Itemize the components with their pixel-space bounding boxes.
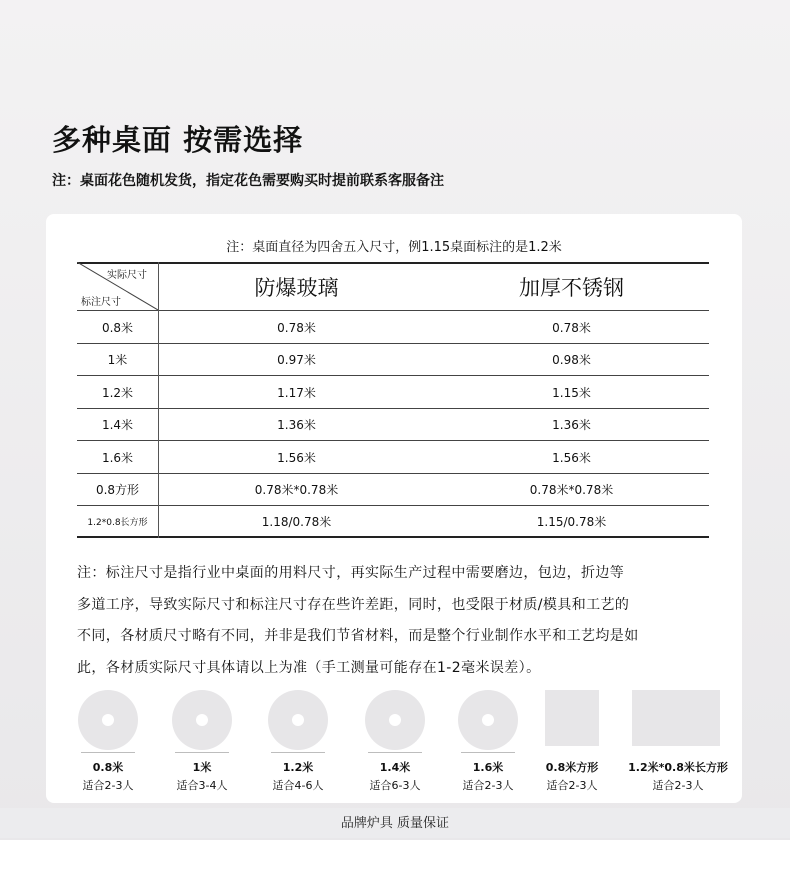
round-tabletop-icon xyxy=(365,690,425,750)
shape-size-label: 1.2米*0.8米长方形 xyxy=(628,761,728,774)
table-border-bottom xyxy=(77,536,709,538)
shape-capacity-label: 适合2-3人 xyxy=(82,779,134,792)
steel-size-cell: 1.36米 xyxy=(552,418,591,432)
glass-size-cell: 1.18/0.78米 xyxy=(261,515,332,529)
shape-capacity-label: 适合4-6人 xyxy=(272,779,324,792)
shape-capacity-label: 适合2-3人 xyxy=(546,779,598,792)
explanation-line: 此，各材质实际尺寸具体请以上为准（手工测量可能存在1-2毫米误差）。 xyxy=(77,659,541,676)
shape-size-label: 1.4米 xyxy=(379,761,411,774)
table-divider xyxy=(77,375,709,376)
tabletop-shapes xyxy=(0,688,790,798)
page-title: 多种桌面 按需选择 xyxy=(52,123,304,157)
shape-capacity-label: 适合2-3人 xyxy=(462,779,514,792)
steel-size-cell: 0.78米*0.78米 xyxy=(529,483,614,497)
column-header-glass: 防爆玻璃 xyxy=(254,276,339,300)
table-divider xyxy=(77,310,709,311)
row-label: 1.2米 xyxy=(101,386,134,400)
shape-capacity-label: 适合6-3人 xyxy=(369,779,421,792)
glass-size-cell: 1.56米 xyxy=(277,451,316,465)
steel-size-cell: 0.98米 xyxy=(552,353,591,367)
round-tabletop-icon xyxy=(458,690,518,750)
explanation-line: 不同，各材质尺寸略有不同，并非是我们节省材料，而是整个行业制作水平和工艺均是如 xyxy=(77,628,639,644)
glass-size-cell: 0.97米 xyxy=(277,353,316,367)
dimension-line xyxy=(175,752,229,753)
round-tabletop-icon xyxy=(268,690,328,750)
corner-label-actual: 实际尺寸 xyxy=(107,270,147,281)
shape-capacity-label: 适合2-3人 xyxy=(652,779,704,792)
glass-size-cell: 1.36米 xyxy=(277,418,316,432)
rectangle-tabletop-icon xyxy=(632,690,720,746)
table-divider xyxy=(77,343,709,344)
glass-size-cell: 0.78米 xyxy=(277,321,316,335)
row-label: 1.4米 xyxy=(101,418,134,432)
glass-size-cell: 1.17米 xyxy=(277,386,316,400)
shape-size-label: 0.8米方形 xyxy=(545,761,599,774)
shape-size-label: 1.2米 xyxy=(282,761,314,774)
size-explanation xyxy=(77,558,697,684)
dimension-line xyxy=(368,752,422,753)
dimension-line xyxy=(461,752,515,753)
row-label: 1米 xyxy=(107,353,128,367)
row-label: 0.8方形 xyxy=(95,483,140,497)
explanation-line: 注：标注尺寸是指行业中桌面的用料尺寸，再实际生产过程中需要磨边，包边，折边等 xyxy=(77,565,625,581)
corner-label-marked: 标注尺寸 xyxy=(81,297,121,308)
table-border-top xyxy=(77,262,709,264)
shape-size-label: 1.6米 xyxy=(472,761,504,774)
row-label: 1.2*0.8长方形 xyxy=(87,518,148,528)
table-divider xyxy=(77,408,709,409)
footer-slogan: 品牌炉具 质量保证 xyxy=(340,816,450,831)
dimension-line xyxy=(81,752,135,753)
glass-size-cell: 0.78米*0.78米 xyxy=(254,483,339,497)
table-divider xyxy=(77,473,709,474)
table-divider xyxy=(77,440,709,441)
steel-size-cell: 1.15/0.78米 xyxy=(536,515,607,529)
shape-size-label: 1米 xyxy=(192,761,212,774)
steel-size-cell: 1.15米 xyxy=(552,386,591,400)
row-label: 1.6米 xyxy=(101,451,134,465)
explanation-line: 多道工序，导致实际尺寸和标注尺寸存在些许差距，同时，也受限于材质/模具和工艺的 xyxy=(77,596,630,613)
steel-size-cell: 0.78米 xyxy=(552,321,591,335)
color-note: 注：桌面花色随机发货，指定花色需要购买时提前联系客服备注 xyxy=(52,173,444,189)
square-tabletop-icon xyxy=(545,690,599,746)
dimension-line xyxy=(271,752,325,753)
size-table xyxy=(77,262,709,538)
row-label: 0.8米 xyxy=(101,321,134,335)
column-header-steel: 加厚不锈钢 xyxy=(519,276,624,300)
round-tabletop-icon xyxy=(78,690,138,750)
steel-size-cell: 1.56米 xyxy=(552,451,591,465)
shape-capacity-label: 适合3-4人 xyxy=(176,779,228,792)
table-corner-cell xyxy=(77,262,158,310)
round-tabletop-icon xyxy=(172,690,232,750)
rounding-note: 注：桌面直径为四舍五入尺寸，例1.15桌面标注的是1.2米 xyxy=(226,240,562,255)
table-divider xyxy=(77,505,709,506)
shape-size-label: 0.8米 xyxy=(92,761,124,774)
